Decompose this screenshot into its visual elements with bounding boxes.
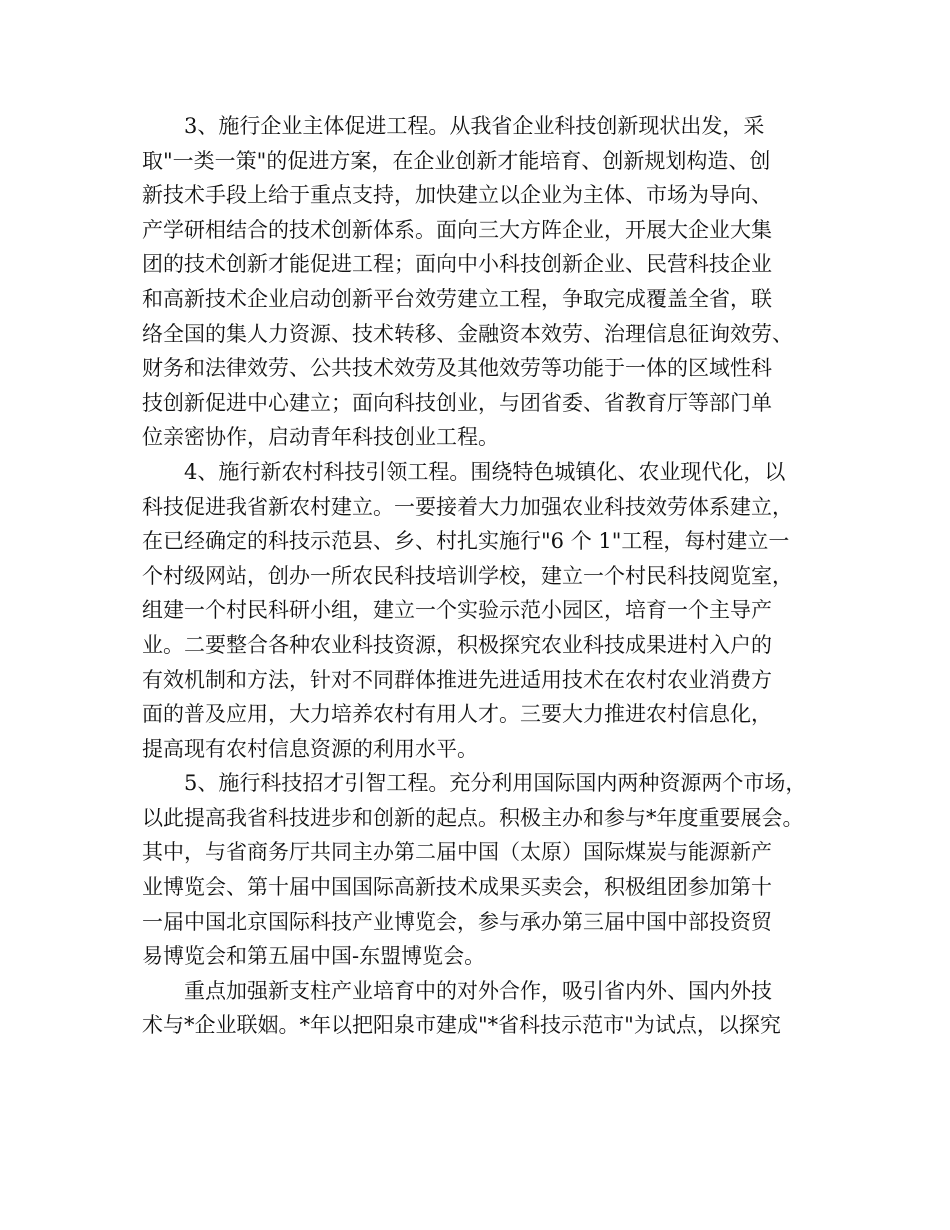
text-line: 业。二要整合各种农业科技资源，积极探究农业科技成果进村入户的 [142,632,772,657]
text-line: 术与*企业联姻。*年以把阳泉市建成"*省科技示范市"为试点，以探究 [142,1013,781,1038]
text-line: 财务和法律效劳、公共技术效劳及其他效劳等功能于一体的区域性科 [142,356,772,381]
text-line: 易博览会和第五届中国-东盟博览会。 [142,944,486,969]
text-line: 新技术手段上给于重点支持，加快建立以企业为主体、市场为导向、 [142,183,772,208]
text-line: 位亲密协作，启动青年科技创业工程。 [142,425,499,450]
text-line: 提高现有农村信息资源的利用水平。 [142,736,478,761]
text-line: 科技促进我省新农村建立。一要接着大力加强农业科技效劳体系建立， [142,494,793,519]
text-line: 面的普及应用，大力培养农村有用人才。三要大力推进农村信息化， [142,702,772,727]
text-line: 5、施行科技招才引智工程。充分利用国际国内两种资源两个市场， [184,771,807,796]
text-line: 在已经确定的科技示范县、乡、村扎实施行"6 个 1"工程，每村建立一 [142,529,790,554]
text-line: 络全国的集人力资源、技术转移、金融资本效劳、治理信息征询效劳、 [142,321,793,346]
text-line: 3、施行企业主体促进工程。从我省企业科技创新现状出发，采 [184,114,765,138]
text-line: 其中，与省商务厅共同主办第二届中国（太原）国际煤炭与能源新产 [142,840,772,865]
text-line: 个村级网站，创办一所农民科技培训学校，建立一个村民科技阅览室， [142,563,793,588]
text-line: 技创新促进中心建立；面向科技创业，与团省委、省教育厅等部门单 [142,390,772,415]
text-line: 业博览会、第十届中国国际高新技术成果买卖会，积极组团参加第十 [142,875,772,900]
text-line: 团的技术创新才能促进工程；面向中小科技创新企业、民营科技企业 [142,252,772,277]
text-line: 组建一个村民科研小组，建立一个实验示范小园区，培育一个主导产 [142,598,772,623]
text-line: 以此提高我省科技进步和创新的起点。积极主办和参与*年度重要展会。 [142,805,804,830]
text-line: 产学研相结合的技术创新体系。面向三大方阵企业，开展大企业大集 [142,217,772,242]
text-line: 有效机制和方法，针对不同群体推进先进适用技术在农村农业消费方 [142,667,772,692]
text-line: 和高新技术企业启动创新平台效劳建立工程，争取完成覆盖全省，联 [142,286,772,311]
text-line: 重点加强新支柱产业培育中的对外合作，吸引省内外、国内外技 [184,978,772,1003]
text-line: 4、施行新农村科技引领工程。围绕特色城镇化、农业现代化，以 [184,459,786,484]
document-body [142,109,842,1043]
text-line: 取"一类一策"的促进方案，在企业创新才能培育、创新规划构造、创 [142,148,771,173]
text-line: 一届中国北京国际科技产业博览会，参与承办第三届中国中部投资贸 [142,909,772,934]
